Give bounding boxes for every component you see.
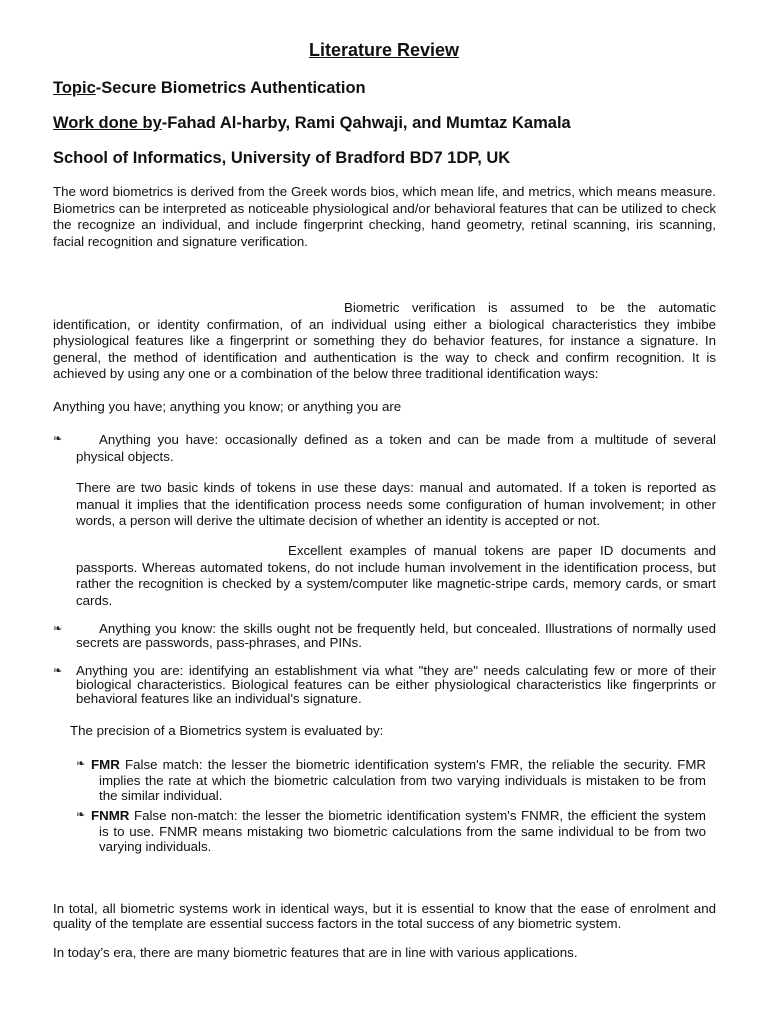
bullet-icon: ❧ [53, 665, 63, 677]
intro-paragraph: The word biometrics is derived from the Greek words bios, which mean life, and metrics, which means measure. Biometrics can be interpreted as noticeable physiological and/or behavioral features that can be utilized to check the recognize an individual, and include fingerprint checking, hand geometry, retinal scanning, iris scanning, facial recognition and signature verification. [53, 184, 716, 249]
bullet-icon: ❧ [53, 433, 63, 445]
authors-heading [53, 114, 571, 133]
fnmr-item [91, 808, 706, 855]
topic-label: Topic [53, 79, 96, 97]
fnmr-text: False non-match: the lesser the biometric identification system's FNMR, the efficient the system is to use. FNMR means mistaking two biometric calculations from the same individual to be from two varying individuals. [99, 808, 706, 854]
manual-tokens-paragraph: Excellent examples of manual tokens are paper ID documents and passports. Whereas automated tokens, do not include human involvement in the identification process, but rather the recognition is checked by a system/computer like magnetic-stripe cards, memory cards, or smart cards. [76, 543, 716, 608]
three-ways-line: Anything you have; anything you know; or anything you are [53, 399, 402, 414]
topic-heading [53, 79, 366, 98]
bullet-icon: ❧ [53, 623, 63, 635]
topic-text: -Secure Biometrics Authentication [95, 79, 366, 97]
bullet-know: Anything you know: the skills ought not be frequently held, but concealed. Illustrations of normally used secrets are passwords, pass-phrases, and PINs. [76, 621, 716, 650]
summary-paragraph: In total, all biometric systems work in identical ways, but it is essential to know that the ease of enrolment and quality of the template are essential success factors in the total success of any biometric system. [53, 901, 716, 931]
authors-text: -Fahad Al-harby, Rami Qahwaji, and Mumtaz Kamala [161, 114, 571, 132]
bullet-icon: ❧ [76, 809, 86, 821]
todays-era-line: In today’s era, there are many biometric features that are in line with various applications. [53, 945, 578, 960]
school-heading: School of Informatics, University of Bradford BD7 1DP, UK [53, 149, 511, 167]
bullet-have: Anything you have: occasionally defined as a token and can be made from a multitude of several physical objects. [76, 432, 716, 464]
fmr-label: FMR [91, 757, 120, 772]
precision-line: The precision of a Biometrics system is evaluated by: [70, 723, 384, 738]
fmr-item [91, 757, 706, 804]
fmr-text: False match: the lesser the biometric identification system's FMR, the reliable the security. FMR implies the rate at which the biometric calculation from two varying individuals is mistaken to be from the similar individual. [99, 757, 706, 803]
fnmr-label: FNMR [91, 808, 130, 823]
verification-paragraph: Biometric verification is assumed to be the automatic identification, or identity confirmation, of an individual using either a biological characteristics they imbibe physiological features like a fingerprint or something they do behavior features, for instance a signature. In general, the method of identification and authentication is the way to check and confirm recognition. It is achieved by using any one or a combination of the below three traditional identification ways: [53, 300, 716, 381]
bullet-are: Anything you are: identifying an establishment via what "they are" needs calculating few or more of their biological characteristics. Biological features can be either physiological characteristics like fingerprints or behavioral features like an individual's signature. [76, 663, 716, 706]
bullet-icon: ❧ [76, 758, 86, 770]
authors-label: Work done by [53, 114, 162, 132]
document-title: Literature Review [308, 40, 460, 60]
tokens-paragraph: There are two basic kinds of tokens in use these days: manual and automated. If a token is reported as manual it implies that the identification process needs some configuration of human involvement; in other words, a person will derive the ultimate decision of whether an identity is accepted or not. [76, 480, 716, 528]
